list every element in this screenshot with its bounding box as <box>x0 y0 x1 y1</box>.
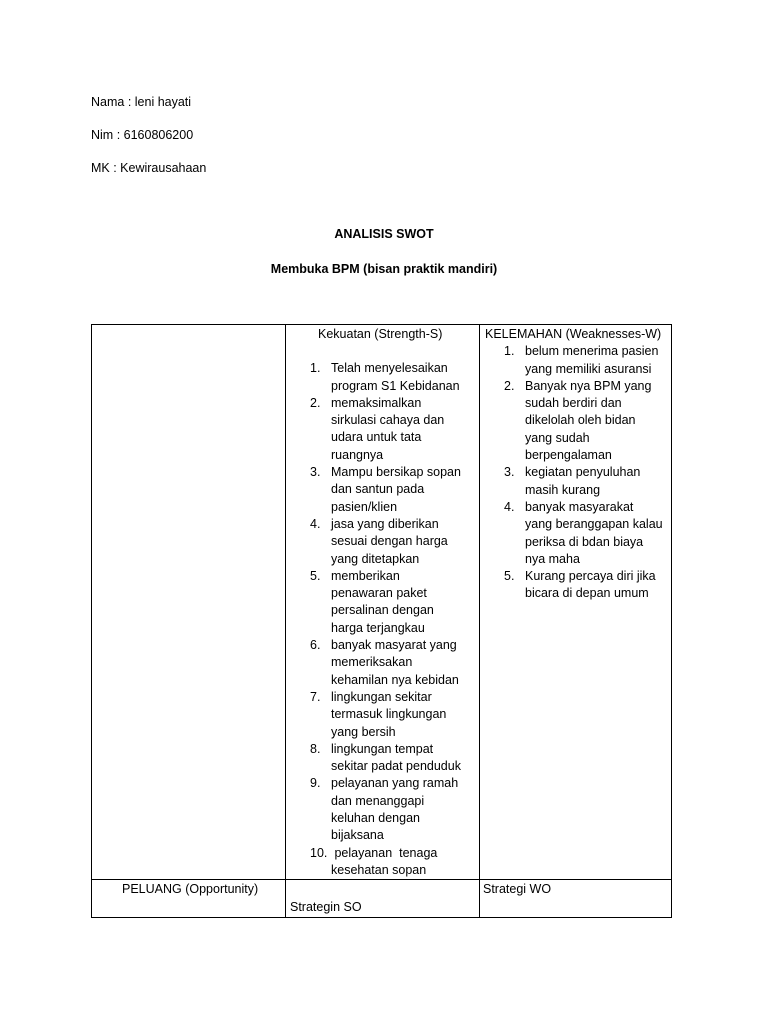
strength-item-text-line: Telah menyelesaikan <box>331 361 448 376</box>
strength-item-number: 6. <box>310 638 321 653</box>
strength-item-text-line: sekitar padat penduduk <box>331 759 461 774</box>
strength-item-number: 1. <box>310 361 321 376</box>
weakness-item <box>480 568 671 603</box>
weakness-item-text-line: Banyak nya BPM yang <box>525 378 652 393</box>
strength-item-text-line: lingkungan tempat <box>331 741 434 756</box>
strength-item-text-line: memeriksakan <box>331 655 413 670</box>
strength-item-text-line: jasa yang diberikan <box>331 516 439 531</box>
strength-item-text-line: ruangnya <box>331 447 384 462</box>
student-name: Nama : leni hayati <box>91 95 192 109</box>
strength-item-text-line: persalinan dengan <box>331 603 434 618</box>
strength-item-text-line: pelayanan yang ramah <box>331 776 459 791</box>
weakness-item-text-line: berpengalaman <box>525 448 612 463</box>
strength-item-text-line: sesuai dengan harga <box>331 534 448 549</box>
strength-item-text-line: keluhan dengan <box>331 811 420 826</box>
strength-item-text-line: dan menanggapi <box>331 793 425 808</box>
strength-item-text-line: pelayanan tenaga <box>331 845 438 860</box>
strength-item-text-line: lingkungan sekitar <box>331 689 432 704</box>
weakness-item <box>480 464 671 499</box>
strength-item-text-line: memberikan <box>331 568 400 583</box>
weakness-item <box>480 499 671 568</box>
weakness-item-text-line: nya maha <box>525 551 580 566</box>
swot-row-opportunity <box>92 880 672 917</box>
strength-item <box>286 568 479 637</box>
weakness-item-text-line: kegiatan penyuluhan <box>525 465 641 480</box>
strength-item-number: 9. <box>310 776 321 791</box>
strategy-so-label: Strategin SO <box>290 900 362 915</box>
weakness-item-text-line: masih kurang <box>525 482 601 497</box>
strength-item-text-line: banyak masyarat yang <box>331 638 457 653</box>
strength-item <box>286 637 479 689</box>
strength-header: Kekuatan (Strength-S) <box>318 327 443 341</box>
weakness-item-number: 2. <box>504 378 515 393</box>
strength-item <box>286 845 479 880</box>
weakness-item-number: 5. <box>504 569 515 584</box>
strength-item-number: 5. <box>310 568 321 583</box>
weakness-item-text-line: banyak masyarakat <box>525 499 634 514</box>
strategy-wo-cell <box>480 880 672 917</box>
strength-item-number: 4. <box>310 516 321 531</box>
strength-item <box>286 689 479 741</box>
empty-corner-cell <box>92 325 286 880</box>
weakness-item-text-line: dikelolah oleh bidan <box>525 413 636 428</box>
student-id: Nim : 6160806200 <box>91 128 194 142</box>
strength-item-number: 2. <box>310 395 321 410</box>
strength-item <box>286 775 479 844</box>
strength-item-number: 3. <box>310 465 321 480</box>
strength-list <box>286 360 479 879</box>
strength-item-number: 8. <box>310 741 321 756</box>
document-subtitle: Membuka BPM (bisan praktik mandiri) <box>270 262 498 276</box>
strength-item-text-line: dan santun pada <box>331 482 425 497</box>
strength-item <box>286 395 479 464</box>
swot-row-header <box>92 325 672 880</box>
weakness-item-number: 3. <box>504 465 515 480</box>
opportunity-cell <box>92 880 286 917</box>
strength-item-text-line: kehamilan nya kebidan <box>331 672 459 687</box>
strength-item-text-line: pasien/klien <box>331 499 398 514</box>
weakness-item-text-line: periksa di bdan biaya <box>525 534 644 549</box>
swot-table <box>91 324 672 918</box>
weakness-list <box>480 343 671 602</box>
strength-item-number: 7. <box>310 689 321 704</box>
strength-item-text-line: termasuk lingkungan <box>331 707 447 722</box>
weakness-item-text-line: yang beranggapan kalau <box>525 517 663 532</box>
strength-item <box>286 360 479 395</box>
course-name: MK : Kewirausahaan <box>91 161 207 175</box>
weakness-cell <box>480 325 672 880</box>
strength-item-text-line: penawaran paket <box>331 586 427 601</box>
weakness-item-text-line: sudah berdiri dan <box>525 396 622 411</box>
strength-item-text-line: sirkulasi cahaya dan <box>331 413 445 428</box>
weakness-item-text-line: belum menerima pasien <box>525 344 659 359</box>
strength-item <box>286 464 479 516</box>
weakness-item <box>480 343 671 378</box>
strategy-so-cell <box>286 880 480 917</box>
document-title: ANALISIS SWOT <box>334 227 434 241</box>
strength-item-text-line: yang ditetapkan <box>331 551 420 566</box>
weakness-item <box>480 378 671 464</box>
opportunity-header: PELUANG (Opportunity) <box>122 882 259 897</box>
strength-item-number: 10. <box>310 845 328 860</box>
strength-item-text-line: udara untuk tata <box>331 430 422 445</box>
weakness-item-text-line: bicara di depan umum <box>525 586 649 601</box>
strength-item-text-line: bijaksana <box>331 828 384 843</box>
strength-cell <box>286 325 480 880</box>
strength-item-text-line: Mampu bersikap sopan <box>331 465 461 480</box>
strength-item-text-line: memaksimalkan <box>331 395 422 410</box>
weakness-item-text-line: Kurang percaya diri jika <box>525 569 656 584</box>
weakness-item-text-line: yang memiliki asuransi <box>525 361 652 376</box>
strength-item-text-line: kesehatan sopan <box>331 862 427 877</box>
strength-item <box>286 741 479 776</box>
strength-item-text-line: yang bersih <box>331 724 396 739</box>
weakness-item-number: 4. <box>504 499 515 514</box>
strength-item <box>286 516 479 568</box>
weakness-header: KELEMAHAN (Weaknesses-W) <box>485 327 662 341</box>
strength-item-text-line: program S1 Kebidanan <box>331 378 460 393</box>
strategy-wo-label: Strategi WO <box>483 882 552 897</box>
weakness-item-text-line: yang sudah <box>525 430 590 445</box>
weakness-item-number: 1. <box>504 344 515 359</box>
strength-item-text-line: harga terjangkau <box>331 620 425 635</box>
